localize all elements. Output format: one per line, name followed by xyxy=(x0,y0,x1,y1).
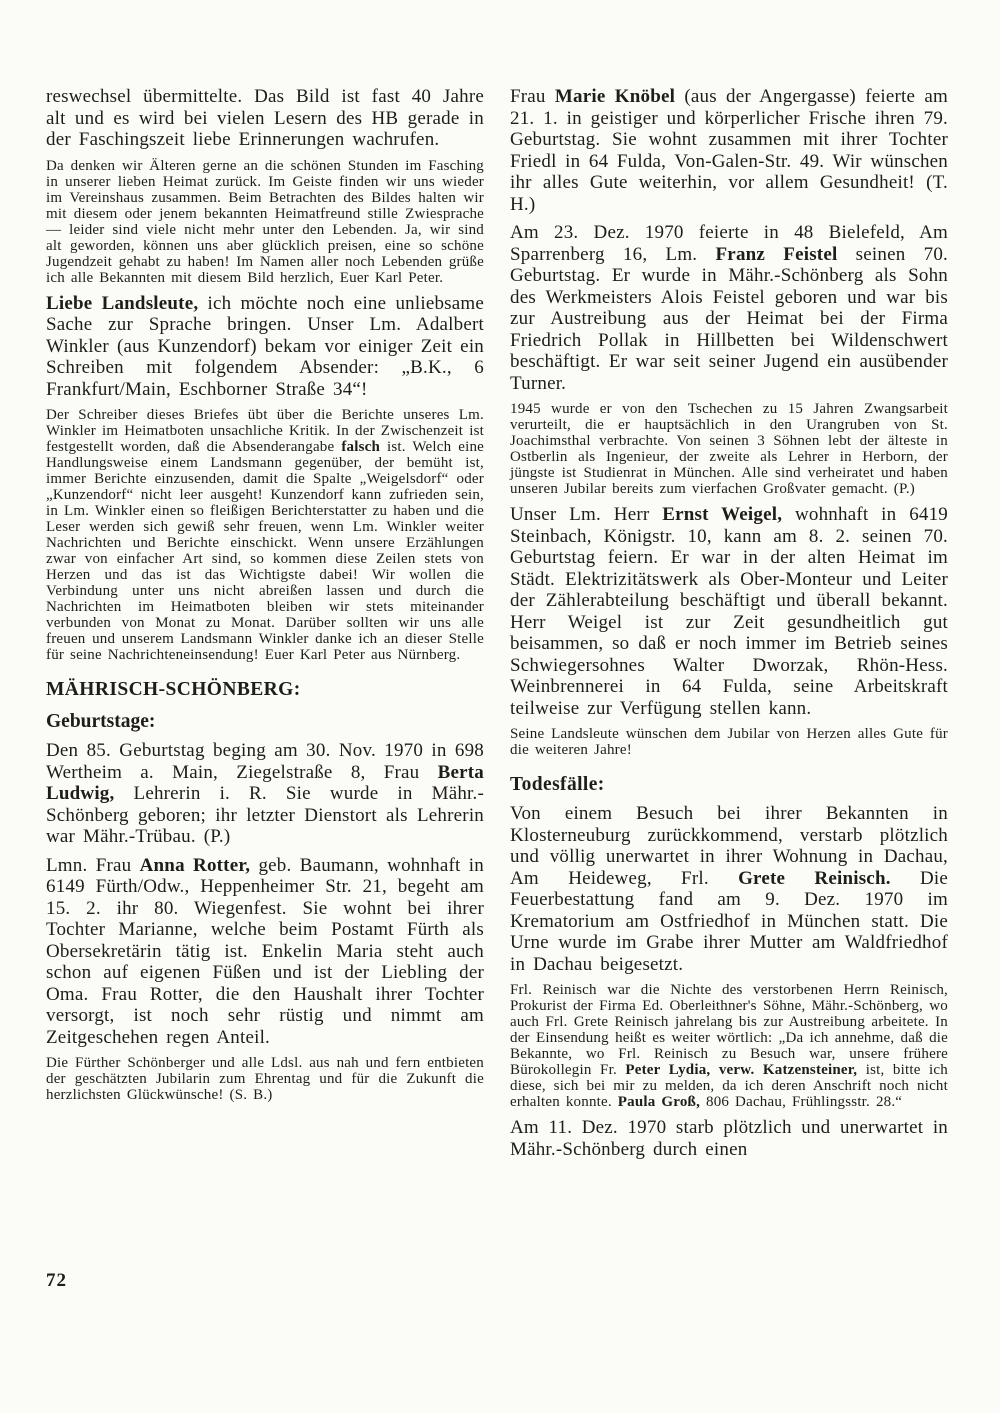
paragraph xyxy=(46,407,484,663)
emphasized-text: Geburtstage: xyxy=(46,711,156,732)
text-run: Der Schreiber dieses Briefes übt über die Berichte unseres Lm. Winkler im Heimatboten unsachliche Kritik. In der Zwischenzeit ist festgestellt worden, daß die Absenderangabe xyxy=(46,407,484,455)
page-number: 72 xyxy=(46,1270,67,1291)
text-run: ist. Welch eine Handlungsweise einem Landsmann gegenüber, der bemüht ist, immer Berichte einzusenden, damit die Spalte „Weigelsdorf“ oder „Kunzendorf“ nicht leer ausgeht! Kunzendorf kann zufrieden sein, in Lm. Winkler einen so fleißigen Berichterstatter zu haben und die Leser werden sich gewiß sehr freuen, wenn Lm. Winkler weiter Nachrichten und Berichte einschickt. Wenn unsere Erzählungen zwar von einfacher Art sind, so kommen diese Zeilen stets von Herzen und das ist das Wichtigste dabei! Wir wollen die Verbindung unter uns nicht abreißen lassen und durch die Nachrichten im Heimatboten bleiben wir stets miteinander verbunden von Monat zu Monat. Darüber sollten wir uns alle freuen und unserem Landsmann Winkler danke ich an dieser Stelle für seine Nachrichteneinsendung! Euer Karl Peter aus Nürnberg. xyxy=(46,439,484,663)
text-run: ist, bitte ich diese, sich bei mir zu melden, da ich deren Anschrift noch nicht erhalten konnte. xyxy=(510,1062,948,1110)
emphasized-text: MÄHRISCH-SCHÖNBERG: xyxy=(46,679,301,700)
paragraph xyxy=(510,982,948,1110)
emphasized-text: Berta Ludwig, xyxy=(46,761,484,804)
emphasized-text: Todesfälle: xyxy=(510,774,605,795)
paragraph xyxy=(510,401,948,497)
paragraph xyxy=(510,86,948,215)
emphasized-text: Ernst Weigel, xyxy=(662,504,783,525)
text-run: Die Fürther Schönberger und alle Ldsl. aus nah und fern entbieten der geschätzten Jubilarin zum Ehrentag und für die Zukunft die herzlichsten Glückwünsche! (S. B.) xyxy=(46,1055,484,1103)
text-run: 1945 wurde er von den Tschechen zu 15 Jahren Zwangsarbeit verurteilt, die er hauptsächlich in den Urangruben von St. Joachimsthal verbrachte. Von seinen 3 Söhnen lebt der älteste in Ostberlin als Ingenieur, der zweite als Lehrer in Herborn, der jüngste ist Studienrat in München. Alle sind verheiratet und haben unseren Jubilar bereits zum vierfachen Großvater gemacht. (P.) xyxy=(510,401,948,497)
paragraph xyxy=(510,504,948,719)
text-run: Den 85. Geburtstag beging am 30. Nov. 1970 in 698 Wertheim a. Main, Ziegelstraße 8, Frau xyxy=(46,740,484,783)
text-run: seinen 70. Geburtstag. Er wurde in Mähr.-Schönberg als Sohn des Werkmeisters Alois Feistel geboren und war bis zur Austreibung aus der Heimat bei der Firma Friedrich Pollak in Hillbetten bei Wildenschwert beschäftigt. Er war seit seiner Jugend ein ausübender Turner. xyxy=(510,243,948,394)
emphasized-text: falsch xyxy=(341,439,381,455)
emphasized-text: Franz Feistel xyxy=(715,243,838,265)
text-run: Frau xyxy=(510,86,555,107)
right-column xyxy=(510,86,948,1160)
paragraph xyxy=(510,1117,948,1160)
text-run: Lmn. Frau xyxy=(46,854,140,876)
text-run: 806 Dachau, Frühlingsstr. 28.“ xyxy=(700,1094,903,1110)
paragraph xyxy=(510,803,948,975)
emphasized-text: Grete Reinisch. xyxy=(738,867,891,889)
paragraph xyxy=(46,855,484,1049)
section-heading xyxy=(46,679,484,701)
emphasized-text: Anna Rotter, xyxy=(139,854,251,876)
text-run: Frl. Reinisch war die Nichte des verstorbenen Herrn Reinisch, Prokurist der Firma Ed. Oberleithner's Söhne, Mähr.-Schönberg, wo auch Frl. Grete Reinisch jahrelang bis zur Austreibung arbeitete. In der Einsendung heißt es weiter wörtlich: „Da ich annehme, daß die Bekannte, wo Frl. Reinisch zu Besuch war, unsere frühere Bürokollegin Fr. xyxy=(510,982,948,1078)
paragraph xyxy=(46,740,484,848)
text-run: reswechsel übermittelte. Das Bild ist fast 40 Jahre alt und es wird bei vielen Lesern des HB gerade in der Faschingszeit liebe Erinnerungen wachrufen. xyxy=(46,86,484,150)
section-heading xyxy=(46,711,484,733)
text-run: Am 23. Dez. 1970 feierte in 48 Bielefeld, Am Sparrenberg 16, Lm. xyxy=(510,222,948,265)
paragraph xyxy=(46,293,484,401)
text-run: (aus der Angergasse) feierte am 21. 1. in geistiger und körperlicher Frische ihren 79. Geburtstag. Sie wohnt zusammen mit ihrer Tochter Friedl in 64 Fulda, Von-Galen-Str. 49. Wir wünschen ihr alles Gute weiterhin, vor allem Gesundheit! (T. H.) xyxy=(510,86,949,215)
paragraph xyxy=(46,1055,484,1103)
text-run: ich möchte noch eine unliebsame Sache zur Sprache bringen. Unser Lm. Adalbert Winkler (aus Kunzendorf) bekam vor einiger Zeit ein Schreiben mit folgendem Absender: „B.K., 6 Frankfurt/Main, Eschborner Straße 34“! xyxy=(46,292,484,400)
text-run: Am 11. Dez. 1970 starb plötzlich und unerwartet in Mähr.-Schönberg durch einen xyxy=(510,1117,948,1160)
paragraph xyxy=(510,726,948,758)
paragraph xyxy=(510,222,948,394)
paragraph xyxy=(46,158,484,286)
section-heading xyxy=(510,774,948,796)
text-run: Von einem Besuch bei ihrer Bekannten in Klosterneuburg zurückkommend, verstarb plötzlich und völlig unerwartet in ihrer Wohnung in Dachau, Am Heideweg, Frl. xyxy=(510,803,948,889)
emphasized-text: Peter Lydia, verw. Katzensteiner, xyxy=(625,1062,858,1078)
emphasized-text: Paula Groß, xyxy=(617,1094,701,1110)
text-run: Unser Lm. Herr xyxy=(510,504,663,525)
emphasized-text: Marie Knöbel xyxy=(554,86,676,107)
text-run: wohnhaft in 6419 Steinbach, Königstr. 10, kann am 8. 2. seinen 70. Geburtstag feiern. Er war in der alten Heimat im Städt. Elektrizitätswerk als Ober-Monteur und Leiter der Zählerabteilung beschäftigt und überall bekannt. Herr Weigel ist zur Zeit gesundheitlich gut beisammen, so daß er noch immer im Betrieb seines Schwiegersohnes Walter Dworzak, Rhön-Hess. Weinbrennerei in 64 Fulda, seine Arbeitskraft teilweise zur Verfügung stellen kann. xyxy=(510,504,948,719)
left-column xyxy=(46,86,484,1160)
emphasized-text: Liebe Landsleute, xyxy=(46,292,199,314)
paragraph xyxy=(46,86,484,151)
text-run: geb. Baumann, wohnhaft in 6149 Fürth/Odw., Heppenheimer Str. 21, begeht am 15. 2. ihr 80. Wiegenfest. Sie wohnt bei ihrer Tochter Marianne, welche beim Postamt Fürth als Obersekretärin tätig ist. Enkelin Maria steht auch schon auf eigenen Füßen und ist der Liebling der Oma. Frau Rotter, die den Haushalt ihrer Tochter versorgt, ist noch sehr rüstig und nimmt am Zeitgeschehen regen Anteil. xyxy=(46,854,484,1048)
text-run: Die Feuerbestattung fand am 9. Dez. 1970 im Krematorium am Ostfriedhof in München statt. Die Urne wurde im Grabe ihrer Mutter am Waldfriedhof in Dachau beigesetzt. xyxy=(510,867,948,975)
text-run: Da denken wir Älteren gerne an die schönen Stunden im Fasching in unserer lieben Heimat zurück. Im Geiste finden wir uns wieder im Vereinshaus zusammen. Beim Betrachten des Bildes halten wir mit diesem oder jenem bekannten Heimatfreund stille Zwiesprache — leider sind viele nicht mehr unter den Lebenden. Ja, wir sind alt geworden, können uns aber glücklich preisen, eine so schöne Jugendzeit gehabt zu haben! Im Namen aller noch Lebenden grüße ich alle Bekannten mit diesem Bild herzlich, Euer Karl Peter. xyxy=(46,157,484,286)
text-run: Lehrerin i. R. Sie wurde in Mähr.-Schönberg geboren; ihr letzter Dienstort als Lehrerin war Mähr.-Trübau. (P.) xyxy=(46,783,484,847)
text-run: Seine Landsleute wünschen dem Jubilar von Herzen alles Gute für die weiteren Jahre! xyxy=(510,726,948,758)
